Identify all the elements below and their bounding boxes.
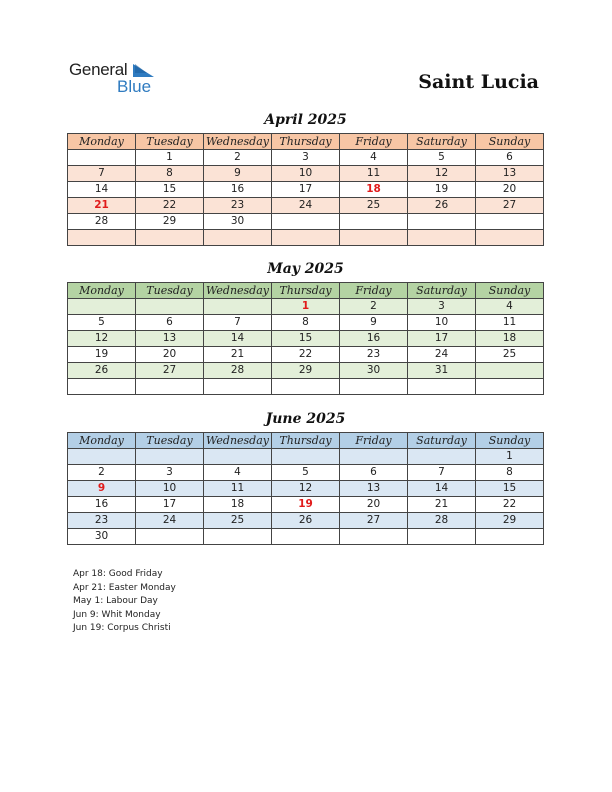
day-cell: 15 (272, 331, 340, 347)
day-cell: 28 (204, 363, 272, 379)
day-cell: 29 (136, 214, 204, 230)
day-cell (68, 379, 136, 395)
day-cell: 17 (272, 182, 340, 198)
day-cell: 6 (340, 465, 408, 481)
day-cell (340, 449, 408, 465)
day-cell: 29 (272, 363, 340, 379)
week-row (68, 347, 544, 363)
week-row (68, 363, 544, 379)
day-cell: 4 (340, 150, 408, 166)
day-cell: 30 (204, 214, 272, 230)
day-cell (272, 449, 340, 465)
week-row (68, 481, 544, 497)
day-cell: 6 (136, 315, 204, 331)
day-cell: 26 (408, 198, 476, 214)
day-cell: 5 (408, 150, 476, 166)
day-cell (204, 230, 272, 246)
day-cell: 15 (476, 481, 544, 497)
day-cell: 26 (68, 363, 136, 379)
weekday-header: Tuesday (136, 433, 204, 449)
day-cell (408, 449, 476, 465)
day-cell (136, 379, 204, 395)
day-cell: 7 (408, 465, 476, 481)
day-cell (68, 449, 136, 465)
month-title-apr: April 2025 (264, 112, 347, 128)
day-cell: 21 (204, 347, 272, 363)
day-cell: 30 (68, 529, 136, 545)
day-cell: 19 (68, 347, 136, 363)
day-cell: 20 (340, 497, 408, 513)
day-cell: 14 (68, 182, 136, 198)
day-cell: 12 (68, 331, 136, 347)
day-cell: 14 (408, 481, 476, 497)
day-cell: 25 (476, 347, 544, 363)
calendar-table-may (67, 282, 544, 395)
day-cell (204, 299, 272, 315)
day-cell: 28 (68, 214, 136, 230)
day-cell: 12 (408, 166, 476, 182)
day-cell (408, 230, 476, 246)
day-cell: 8 (136, 166, 204, 182)
country-title: Saint Lucia (418, 71, 539, 93)
day-cell: 19 (408, 182, 476, 198)
holiday-day-cell: 18 (340, 182, 408, 198)
day-cell: 8 (476, 465, 544, 481)
weekday-header: Friday (340, 283, 408, 299)
day-cell: 9 (340, 315, 408, 331)
holiday-item: Jun 19: Corpus Christi (73, 623, 171, 634)
holiday-list (73, 568, 176, 636)
week-row (68, 465, 544, 481)
week-row (68, 198, 544, 214)
day-cell (68, 230, 136, 246)
day-cell: 24 (408, 347, 476, 363)
day-cell: 3 (272, 150, 340, 166)
day-cell (68, 150, 136, 166)
day-cell: 5 (272, 465, 340, 481)
weekday-header-row (68, 433, 544, 449)
holiday-item: Apr 21: Easter Monday (73, 582, 176, 593)
day-cell (340, 379, 408, 395)
day-cell (476, 529, 544, 545)
weekday-header: Saturday (408, 433, 476, 449)
day-cell (408, 529, 476, 545)
day-cell (476, 230, 544, 246)
day-cell: 17 (408, 331, 476, 347)
day-cell: 24 (136, 513, 204, 529)
day-cell: 20 (476, 182, 544, 198)
month-title-may: May 2025 (267, 261, 344, 277)
day-cell: 6 (476, 150, 544, 166)
holiday-day-cell: 1 (272, 299, 340, 315)
day-cell: 13 (136, 331, 204, 347)
day-cell: 11 (340, 166, 408, 182)
day-cell: 12 (272, 481, 340, 497)
day-cell: 8 (272, 315, 340, 331)
weekday-header: Friday (340, 433, 408, 449)
weekday-header: Wednesday (204, 283, 272, 299)
day-cell: 16 (204, 182, 272, 198)
weekday-header: Thursday (272, 134, 340, 150)
weekday-header: Sunday (476, 134, 544, 150)
day-cell (408, 379, 476, 395)
calendar-table-apr (67, 133, 544, 246)
week-row (68, 513, 544, 529)
week-row (68, 166, 544, 182)
week-row (68, 449, 544, 465)
day-cell: 2 (340, 299, 408, 315)
weekday-header: Monday (68, 134, 136, 150)
weekday-header: Thursday (272, 283, 340, 299)
week-row (68, 214, 544, 230)
logo-text-blue: Blue (117, 77, 152, 96)
day-cell: 18 (476, 331, 544, 347)
day-cell (68, 299, 136, 315)
day-cell: 3 (408, 299, 476, 315)
holiday-item: Apr 18: Good Friday (73, 569, 163, 579)
day-cell: 3 (136, 465, 204, 481)
day-cell (340, 214, 408, 230)
day-cell (272, 529, 340, 545)
day-cell (476, 214, 544, 230)
logo-flag-icon (133, 64, 155, 78)
day-cell: 15 (136, 182, 204, 198)
day-cell: 21 (408, 497, 476, 513)
day-cell: 16 (68, 497, 136, 513)
day-cell: 23 (68, 513, 136, 529)
day-cell: 25 (340, 198, 408, 214)
week-row (68, 230, 544, 246)
weekday-header: Sunday (476, 283, 544, 299)
weekday-header: Tuesday (136, 134, 204, 150)
day-cell: 27 (476, 198, 544, 214)
day-cell: 23 (340, 347, 408, 363)
day-cell: 10 (136, 481, 204, 497)
day-cell: 10 (272, 166, 340, 182)
weekday-header: Saturday (408, 283, 476, 299)
weekday-header: Monday (68, 433, 136, 449)
day-cell: 7 (68, 166, 136, 182)
weekday-header: Wednesday (204, 134, 272, 150)
day-cell (204, 379, 272, 395)
day-cell: 2 (68, 465, 136, 481)
day-cell: 27 (136, 363, 204, 379)
weekday-header-row (68, 283, 544, 299)
day-cell: 13 (340, 481, 408, 497)
day-cell: 27 (340, 513, 408, 529)
day-cell (204, 529, 272, 545)
day-cell: 4 (476, 299, 544, 315)
day-cell (272, 230, 340, 246)
day-cell (408, 214, 476, 230)
weekday-header: Wednesday (204, 433, 272, 449)
day-cell: 5 (68, 315, 136, 331)
day-cell: 14 (204, 331, 272, 347)
week-row (68, 182, 544, 198)
day-cell: 7 (204, 315, 272, 331)
day-cell: 11 (476, 315, 544, 331)
day-cell: 26 (272, 513, 340, 529)
day-cell: 30 (340, 363, 408, 379)
day-cell: 16 (340, 331, 408, 347)
day-cell: 1 (476, 449, 544, 465)
weekday-header: Tuesday (136, 283, 204, 299)
day-cell: 11 (204, 481, 272, 497)
weekday-header: Sunday (476, 433, 544, 449)
day-cell: 25 (204, 513, 272, 529)
day-cell (340, 230, 408, 246)
weekday-header: Saturday (408, 134, 476, 150)
weekday-header: Thursday (272, 433, 340, 449)
day-cell (136, 529, 204, 545)
day-cell: 2 (204, 150, 272, 166)
holiday-day-cell: 19 (272, 497, 340, 513)
day-cell: 22 (272, 347, 340, 363)
day-cell (204, 449, 272, 465)
day-cell: 28 (408, 513, 476, 529)
day-cell (340, 529, 408, 545)
week-row (68, 331, 544, 347)
day-cell: 22 (136, 198, 204, 214)
day-cell: 1 (136, 150, 204, 166)
day-cell (476, 379, 544, 395)
day-cell: 10 (408, 315, 476, 331)
holiday-item: May 1: Labour Day (73, 596, 158, 607)
weekday-header-row (68, 134, 544, 150)
week-row (68, 379, 544, 395)
week-row (68, 299, 544, 315)
day-cell (136, 230, 204, 246)
day-cell (136, 299, 204, 315)
day-cell (272, 214, 340, 230)
day-cell: 29 (476, 513, 544, 529)
day-cell (136, 449, 204, 465)
weekday-header: Monday (68, 283, 136, 299)
day-cell: 23 (204, 198, 272, 214)
weekday-header: Friday (340, 134, 408, 150)
week-row (68, 315, 544, 331)
day-cell: 20 (136, 347, 204, 363)
day-cell: 13 (476, 166, 544, 182)
day-cell (272, 379, 340, 395)
month-title-jun: June 2025 (265, 411, 346, 427)
generalblue-logo (69, 60, 169, 100)
day-cell: 17 (136, 497, 204, 513)
day-cell: 24 (272, 198, 340, 214)
day-cell: 18 (204, 497, 272, 513)
holiday-day-cell: 21 (68, 198, 136, 214)
week-row (68, 497, 544, 513)
logo-text-general: General (69, 60, 128, 79)
holiday-day-cell: 9 (68, 481, 136, 497)
day-cell: 4 (204, 465, 272, 481)
day-cell: 31 (408, 363, 476, 379)
day-cell: 9 (204, 166, 272, 182)
day-cell: 22 (476, 497, 544, 513)
day-cell (476, 363, 544, 379)
week-row (68, 150, 544, 166)
holiday-item: Jun 9: Whit Monday (73, 609, 161, 620)
week-row (68, 529, 544, 545)
calendar-table-jun (67, 432, 544, 545)
